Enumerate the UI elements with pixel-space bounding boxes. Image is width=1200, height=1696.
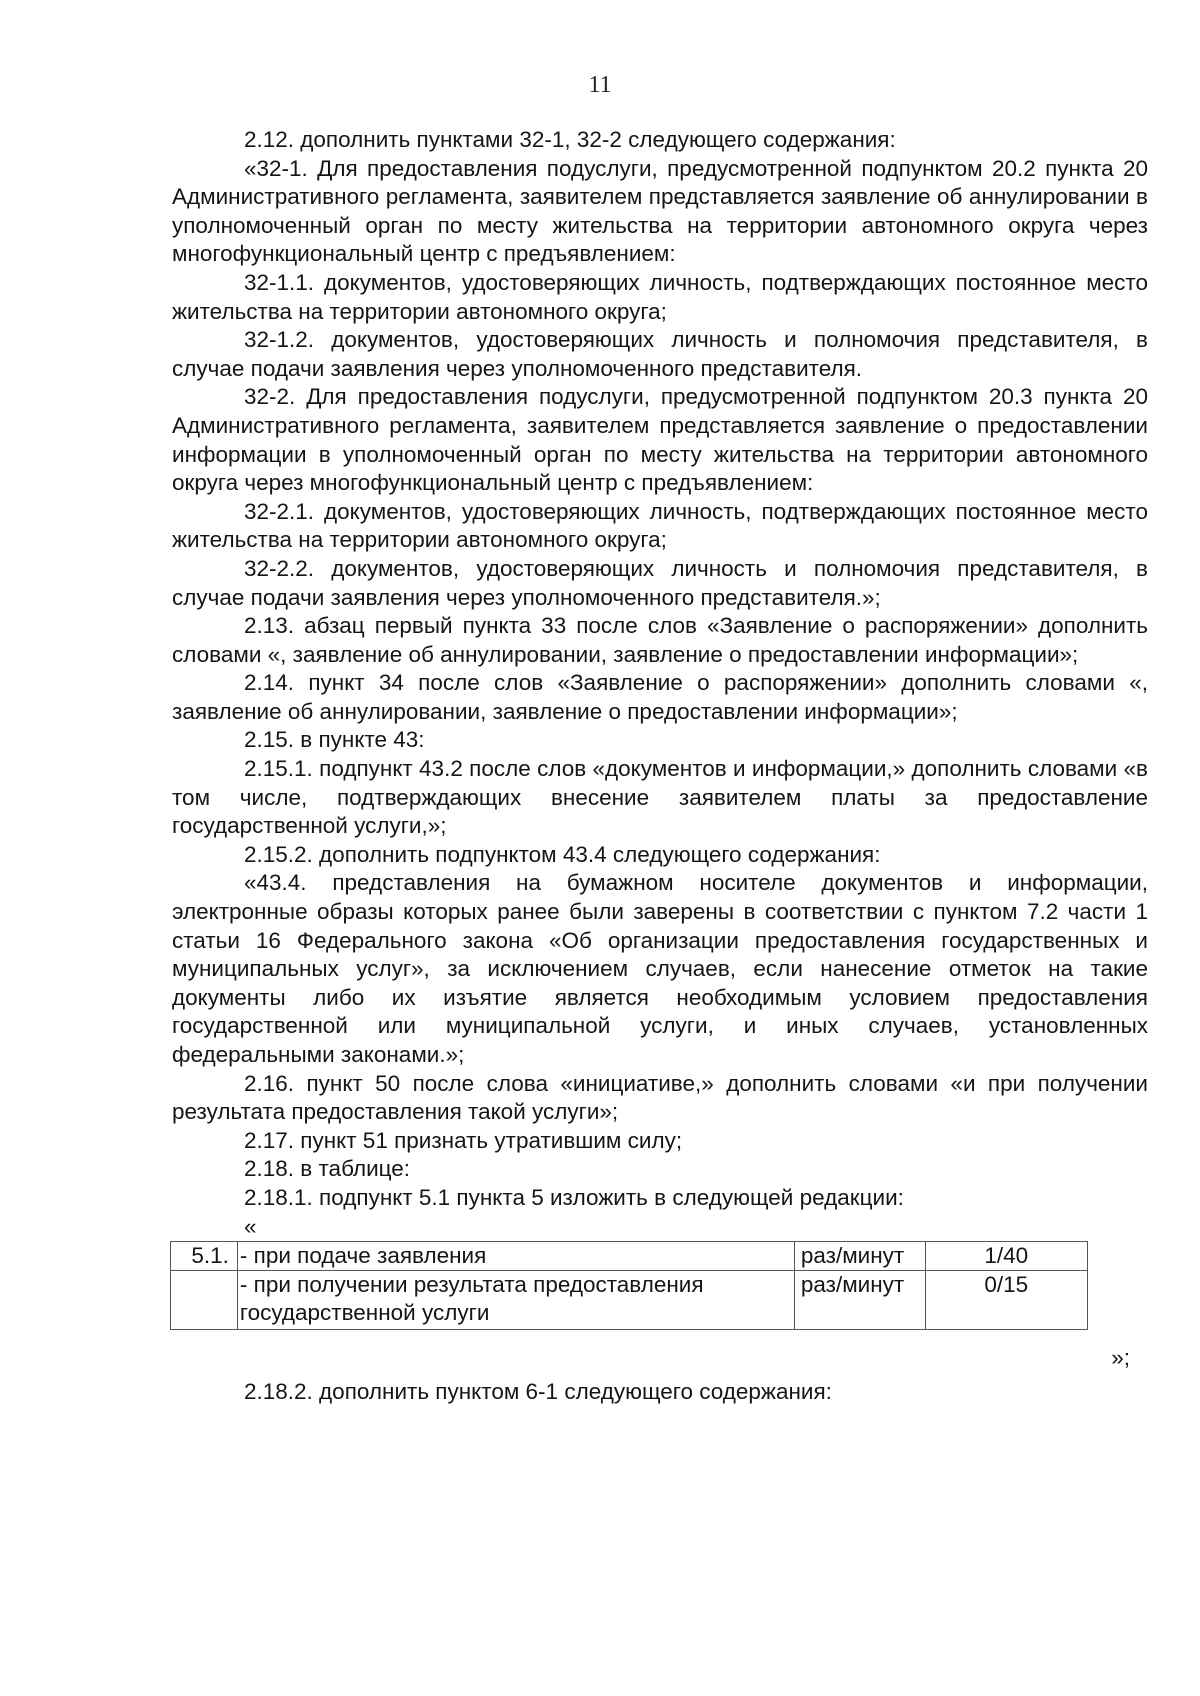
paragraph-2-12: 2.12. дополнить пунктами 32-1, 32-2 следующего содержания: [244, 127, 896, 152]
table-cell-description: - при получении результата предоставления государственной услуги [237, 1270, 794, 1329]
paragraph-32-1-2: 32-1.2. документов, удостоверяющих личность и полномочия представителя, в случае подачи заявления через уполномоченного представителя. [172, 327, 1148, 381]
table-cell-description: - при подаче заявления [237, 1241, 794, 1270]
table-cell-unit: раз/минут [794, 1241, 925, 1270]
paragraph-2-15-1: 2.15.1. подпункт 43.2 после слов «документов и информации,» дополнить словами «в том числе, подтверждающих внесение заявителем платы за предоставление государственной услуги,»; [172, 756, 1148, 839]
paragraph-2-18: 2.18. в таблице: [244, 1156, 411, 1182]
paragraph-2-15-2: 2.15.2. дополнить подпунктом 43.4 следующего содержания: [244, 841, 881, 867]
closing-quote: »; [1111, 1344, 1130, 1370]
document-body [172, 126, 1148, 1406]
table-row [171, 1241, 1088, 1270]
paragraph-32-1: «32-1. Для предоставления подуслуги, предусмотренной подпунктом 20.2 пункта 20 Административного регламента, заявителем представляется заявление об аннулировании в уполномоченный орган по месту жительства на территории автономного округа через многофункциональный центр с предъявлением: [172, 155, 1148, 267]
paragraph-43-4: «43.4. представления на бумажном носителе документов и информации, электронные образы которых ранее были заверены в соответствии с пунктом 7.2 части 1 статьи 16 Федерального закона «Об организации предоставления государственных и муниципальных услуг», за исключением случаев, если нанесение отметок на такие документы либо их изъятие является необходимым условием предоставления государственной или муниципальной услуги, и иных случаев, установленных федеральными законами.»; [172, 870, 1148, 1067]
paragraph-2-13: 2.13. абзац первый пункта 33 после слов «Заявление о распоряжении» дополнить словами «, заявление об аннулировании, заявление о предоставлении информации»; [172, 613, 1148, 667]
paragraph-2-15: 2.15. в пункте 43: [244, 727, 425, 753]
table-row [171, 1270, 1088, 1329]
table-cell-number [171, 1270, 238, 1329]
paragraph-32-2-1: 32-2.1. документов, удостоверяющих личность, подтверждающих постоянное место жительства на территории автономного округа; [172, 498, 1148, 553]
opening-quote: « [244, 1213, 257, 1239]
table-cell-unit: раз/минут [794, 1270, 925, 1329]
paragraph-2-14: 2.14. пункт 34 после слов «Заявление о распоряжении» дополнить словами «, заявление об аннулировании, заявление о предоставлении информации»; [172, 670, 1148, 724]
paragraph-2-18-2: 2.18.2. дополнить пунктом 6-1 следующего содержания: [244, 1378, 832, 1404]
table-cell-value: 1/40 [925, 1241, 1087, 1270]
table-cell-number: 5.1. [171, 1241, 238, 1270]
paragraph-2-17: 2.17. пункт 51 признать утратившим силу; [244, 1127, 683, 1153]
page-number: 11 [588, 72, 612, 98]
paragraph-2-16: 2.16. пункт 50 после слова «инициативе,» дополнить словами «и при получении результата предоставления такой услуги»; [172, 1070, 1148, 1125]
paragraph-32-1-1: 32-1.1. документов, удостоверяющих личность, подтверждающих постоянное место жительства на территории автономного округа; [172, 269, 1148, 324]
paragraph-32-2-2: 32-2.2. документов, удостоверяющих личность и полномочия представителя, в случае подачи заявления через уполномоченного представителя.»; [172, 555, 1148, 610]
paragraph-2-18-1: 2.18.1. подпункт 5.1 пункта 5 изложить в следующей редакции: [244, 1184, 904, 1210]
rates-table [170, 1241, 1088, 1330]
paragraph-32-2: 32-2. Для предоставления подуслуги, предусмотренной подпунктом 20.3 пункта 20 Административного регламента, заявителем представляется заявление о предоставлении информации в уполномоченный орган по месту жительства на территории автономного округа через многофункциональный центр с предъявлением: [172, 384, 1148, 496]
table-cell-value: 0/15 [925, 1270, 1087, 1329]
